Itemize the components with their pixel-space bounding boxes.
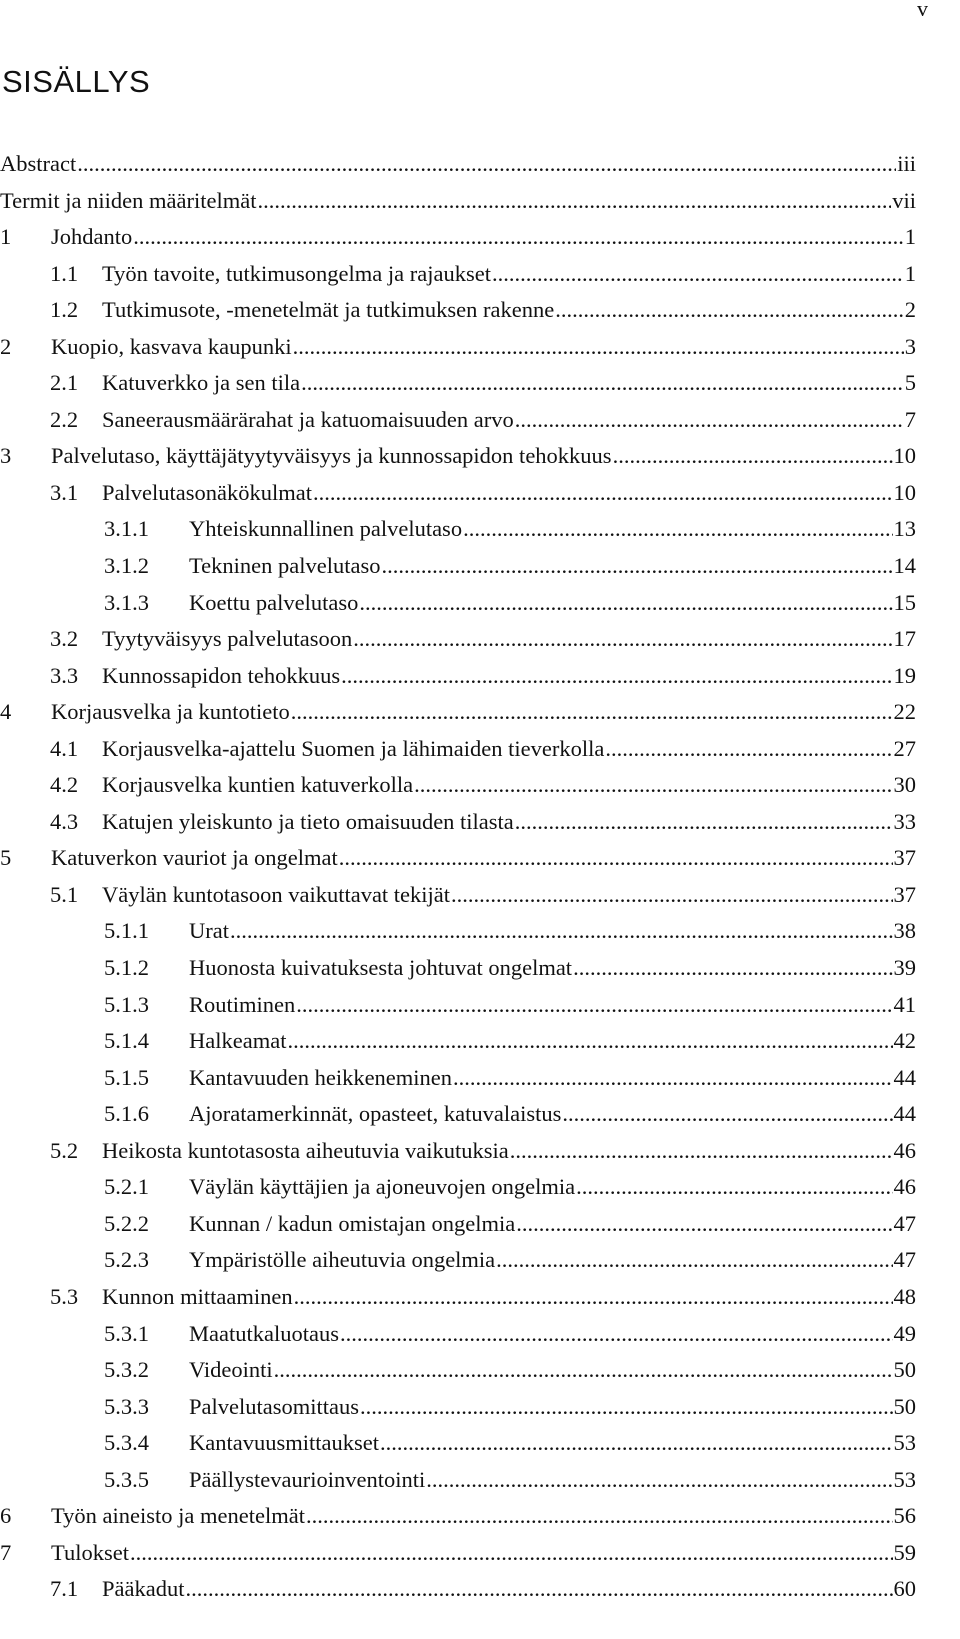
toc-entry-number: 5.2.2	[104, 1210, 149, 1236]
toc-entry-title: Termit ja niiden määritelmät	[0, 187, 257, 213]
toc-entry-number: 5.3.5	[104, 1466, 149, 1492]
toc-entry-title: Kantavuusmittaukset	[189, 1430, 379, 1456]
dot-leader	[130, 1535, 893, 1572]
toc-entry-page: 46	[893, 1174, 916, 1200]
toc-entry-number: 5.1.2	[104, 955, 149, 981]
dot-leader	[353, 621, 892, 658]
dot-leader	[301, 365, 904, 402]
dot-leader	[382, 548, 893, 585]
toc-entry[interactable]	[0, 1462, 916, 1499]
toc-entry-title: Palvelutasomittaus	[189, 1393, 359, 1419]
toc-entry[interactable]	[0, 950, 916, 987]
toc-entry-title: Kantavuuden heikkeneminen	[189, 1064, 453, 1090]
toc-entry[interactable]	[0, 987, 916, 1024]
dot-leader	[453, 1060, 892, 1097]
toc-entry-title: Tulokset	[51, 1539, 129, 1565]
toc-entry-title: Urat	[189, 918, 229, 944]
toc-entry[interactable]	[0, 402, 916, 439]
toc-entry-page: 59	[893, 1539, 916, 1565]
toc-entry[interactable]	[0, 1206, 916, 1243]
toc-entry[interactable]	[0, 219, 916, 256]
toc-entry[interactable]	[0, 658, 916, 695]
toc-entry-page: 14	[893, 553, 916, 579]
dot-leader	[451, 877, 892, 914]
dot-leader	[230, 913, 893, 950]
toc-entry-title: Kunnon mittaaminen	[102, 1283, 293, 1309]
toc-entry[interactable]	[0, 1316, 916, 1353]
toc-entry[interactable]	[0, 1352, 916, 1389]
toc-entry-page: 53	[893, 1430, 916, 1456]
toc-entry-title: Maatutkaluotaus	[189, 1320, 339, 1346]
toc-entry-title: Tekninen palvelutaso	[189, 553, 381, 579]
toc-entry-number: 4	[0, 699, 12, 725]
toc-entry-title: Yhteiskunnallinen palvelutaso	[189, 516, 463, 542]
toc-entry-title: Katuverkon vauriot ja ongelmat	[51, 845, 338, 871]
toc-entry-page: 60	[893, 1576, 916, 1602]
toc-entry-title: Routiminen	[189, 991, 296, 1017]
toc-entry-title: Johdanto	[51, 224, 133, 250]
dot-leader	[576, 1169, 892, 1206]
toc-entry-number: 5.3.2	[104, 1357, 149, 1383]
toc-entry-page: 38	[893, 918, 916, 944]
toc-entry[interactable]	[0, 329, 916, 366]
toc-entry-number: 5.1	[50, 881, 79, 907]
toc-entry-title: Heikosta kuntotasosta aiheutuvia vaikutuksia	[102, 1137, 509, 1163]
toc-entry-title: Huonosta kuivatuksesta johtuvat ongelmat	[189, 955, 573, 981]
table-of-contents	[0, 146, 916, 1608]
toc-entry-number: 1.2	[50, 297, 79, 323]
toc-heading: SISÄLLYS	[2, 64, 151, 99]
toc-entry-title: Päällystevaurioinventointi	[189, 1466, 426, 1492]
toc-entry-title: Katuverkko ja sen tila	[102, 370, 301, 396]
toc-entry-title: Palvelutaso, käyttäjätyytyväisyys ja kunnossapidon tehokkuus	[51, 443, 612, 469]
toc-entry-title: Tutkimusote, -menetelmät ja tutkimuksen rakenne	[102, 297, 555, 323]
toc-entry[interactable]	[0, 1242, 916, 1279]
toc-entry-page: 1	[904, 260, 916, 286]
dot-leader	[306, 1498, 893, 1535]
toc-entry-page: 15	[893, 589, 916, 615]
toc-entry-number: 3.3	[50, 662, 79, 688]
dot-leader	[294, 1279, 893, 1316]
toc-entry-page: iii	[897, 151, 916, 176]
dot-leader	[496, 1242, 892, 1279]
toc-entry-number: 7	[0, 1539, 12, 1565]
toc-entry-page: 19	[893, 662, 916, 688]
dot-leader	[293, 329, 904, 366]
toc-entry-number: 3.1.3	[104, 589, 149, 615]
toc-entry-number: 5.3.3	[104, 1393, 149, 1419]
toc-entry-number: 4.3	[50, 808, 79, 834]
toc-entry-page: 47	[893, 1210, 916, 1236]
toc-entry[interactable]	[0, 840, 916, 877]
toc-entry-number: 5.1.4	[104, 1028, 149, 1054]
toc-entry-page: 50	[893, 1357, 916, 1383]
toc-entry[interactable]	[0, 1169, 916, 1206]
toc-entry-title: Katujen yleiskunto ja tieto omaisuuden tilasta	[102, 808, 514, 834]
toc-entry-title: Halkeamat	[189, 1028, 287, 1054]
toc-entry[interactable]	[0, 475, 916, 512]
toc-entry-number: 5.1.5	[104, 1064, 149, 1090]
toc-entry-number: 3	[0, 443, 12, 469]
toc-entry-page: 53	[893, 1466, 916, 1492]
toc-entry-title: Palvelutasonäkökulmat	[102, 479, 312, 505]
dot-leader	[77, 146, 896, 183]
toc-entry-page: 22	[893, 699, 916, 725]
toc-entry-number: 4.1	[50, 735, 79, 761]
toc-entry-number: 5.1.1	[104, 918, 149, 944]
toc-entry-title: Kunnossapidon tehokkuus	[102, 662, 341, 688]
toc-entry[interactable]	[0, 913, 916, 950]
toc-entry[interactable]	[0, 1279, 916, 1316]
toc-entry-title: Väylän käyttäjien ja ajoneuvojen ongelmia	[189, 1174, 576, 1200]
toc-entry-number: 5.1.3	[104, 991, 149, 1017]
toc-entry-page: 48	[893, 1283, 916, 1309]
dot-leader	[360, 1389, 893, 1426]
toc-entry[interactable]	[0, 1498, 916, 1535]
toc-entry[interactable]	[0, 767, 916, 804]
page-number: v	[917, 0, 928, 21]
toc-entry-page: 13	[893, 516, 916, 542]
toc-entry-title: Työn tavoite, tutkimusongelma ja rajaukset	[102, 260, 491, 286]
toc-entry-page: 1	[904, 224, 916, 250]
dot-leader	[515, 402, 904, 439]
toc-entry[interactable]	[0, 1389, 916, 1426]
dot-leader	[573, 950, 892, 987]
dot-leader	[340, 1316, 893, 1353]
toc-entry[interactable]	[0, 511, 916, 548]
toc-entry-number: 5.3.1	[104, 1320, 149, 1346]
toc-entry-page: 17	[893, 626, 916, 652]
dot-leader	[257, 183, 891, 220]
toc-entry-number: 3.1.1	[104, 516, 149, 542]
toc-entry-page: 50	[893, 1393, 916, 1419]
toc-entry[interactable]	[0, 292, 916, 329]
toc-entry-page: 47	[893, 1247, 916, 1273]
dot-leader	[339, 840, 893, 877]
toc-entry-number: 6	[0, 1503, 12, 1529]
dot-leader	[313, 475, 893, 512]
toc-entry-page: 44	[893, 1064, 916, 1090]
toc-entry[interactable]	[0, 1425, 916, 1462]
dot-leader	[414, 767, 892, 804]
dot-leader	[605, 731, 892, 768]
toc-entry-number: 5.2.3	[104, 1247, 149, 1273]
toc-entry-page: 7	[904, 406, 916, 432]
toc-entry-page: 3	[904, 333, 916, 359]
dot-leader	[562, 1096, 892, 1133]
toc-entry-title: Pääkadut	[102, 1576, 185, 1602]
toc-entry-number: 3.1.2	[104, 553, 149, 579]
dot-leader	[516, 1206, 892, 1243]
dot-leader	[515, 804, 893, 841]
toc-entry-title: Videointi	[189, 1357, 273, 1383]
toc-entry-number: 2	[0, 333, 12, 359]
toc-entry-page: 39	[893, 955, 916, 981]
toc-entry-title: Abstract	[0, 151, 77, 176]
dot-leader	[613, 438, 893, 475]
toc-entry-title: Väylän kuntotasoon vaikuttavat tekijät	[102, 881, 451, 907]
toc-entry-title: Kuopio, kasvava kaupunki	[51, 333, 292, 359]
toc-entry-title: Tyytyväisyys palvelutasoon	[102, 626, 353, 652]
toc-entry-number: 4.2	[50, 772, 79, 798]
toc-entry-number: 5.3	[50, 1283, 79, 1309]
toc-entry[interactable]	[0, 877, 916, 914]
toc-entry-page: 56	[893, 1503, 916, 1529]
toc-entry-page: 46	[893, 1137, 916, 1163]
toc-entry-number: 5.2	[50, 1137, 79, 1163]
toc-entry-page: 42	[893, 1028, 916, 1054]
toc-entry[interactable]	[0, 621, 916, 658]
dot-leader	[291, 694, 893, 731]
toc-entry[interactable]	[0, 1096, 916, 1133]
toc-entry-number: 5.2.1	[104, 1174, 149, 1200]
toc-entry-number: 7.1	[50, 1576, 79, 1602]
toc-entry-page: 5	[904, 370, 916, 396]
toc-entry-title: Työn aineisto ja menetelmät	[51, 1503, 305, 1529]
toc-entry-title: Korjausvelka ja kuntotieto	[51, 699, 290, 725]
toc-entry[interactable]	[0, 548, 916, 585]
toc-entry-number: 1	[0, 224, 12, 250]
toc-entry-page: 30	[893, 772, 916, 798]
toc-entry-title: Ympäristölle aiheutuvia ongelmia	[189, 1247, 496, 1273]
dot-leader	[463, 511, 892, 548]
dot-leader	[133, 219, 904, 256]
toc-entry[interactable]	[0, 146, 916, 183]
toc-entry-page: 37	[893, 881, 916, 907]
dot-leader	[555, 292, 904, 329]
toc-entry-page: 2	[904, 297, 916, 323]
toc-entry[interactable]	[0, 694, 916, 731]
toc-entry-number: 5.3.4	[104, 1430, 149, 1456]
dot-leader	[296, 987, 892, 1024]
toc-entry-title: Korjausvelka-ajattelu Suomen ja lähimaiden tieverkolla	[102, 735, 605, 761]
toc-entry-number: 3.1	[50, 479, 79, 505]
dot-leader	[274, 1352, 893, 1389]
toc-entry-page: 49	[893, 1320, 916, 1346]
dot-leader	[287, 1023, 892, 1060]
dot-leader	[185, 1571, 892, 1608]
dot-leader	[359, 585, 892, 622]
toc-entry-page: 33	[893, 808, 916, 834]
dot-leader	[510, 1133, 893, 1170]
toc-entry[interactable]	[0, 1571, 916, 1608]
toc-entry-title: Koettu palvelutaso	[189, 589, 359, 615]
toc-entry[interactable]	[0, 1060, 916, 1097]
toc-entry-page: vii	[892, 187, 916, 213]
toc-entry[interactable]	[0, 1133, 916, 1170]
toc-entry[interactable]	[0, 731, 916, 768]
toc-entry-number: 2.1	[50, 370, 79, 396]
toc-entry-page: 37	[893, 845, 916, 871]
toc-entry-number: 1.1	[50, 260, 79, 286]
toc-entry[interactable]	[0, 438, 916, 475]
toc-entry-number: 5	[0, 845, 12, 871]
toc-entry[interactable]	[0, 183, 916, 220]
toc-entry-title: Korjausvelka kuntien katuverkolla	[102, 772, 414, 798]
toc-entry[interactable]	[0, 1023, 916, 1060]
toc-entry-number: 3.2	[50, 626, 79, 652]
toc-entry-number: 5.1.6	[104, 1101, 149, 1127]
toc-entry[interactable]	[0, 365, 916, 402]
toc-entry[interactable]	[0, 804, 916, 841]
toc-entry[interactable]	[0, 585, 916, 622]
toc-entry-title: Saneerausmäärärahat ja katuomaisuuden arvo	[102, 406, 514, 432]
toc-entry[interactable]	[0, 1535, 916, 1572]
toc-entry-page: 10	[893, 443, 916, 469]
dot-leader	[380, 1425, 893, 1462]
toc-entry-title: Ajoratamerkinnät, opasteet, katuvalaistus	[189, 1101, 562, 1127]
dot-leader	[341, 658, 892, 695]
toc-entry-number: 2.2	[50, 406, 79, 432]
toc-entry[interactable]	[0, 256, 916, 293]
toc-entry-page: 10	[893, 479, 916, 505]
toc-entry-page: 27	[893, 735, 916, 761]
toc-entry-page: 44	[893, 1101, 916, 1127]
toc-entry-page: 41	[893, 991, 916, 1017]
dot-leader	[492, 256, 904, 293]
dot-leader	[426, 1462, 892, 1499]
toc-entry-title: Kunnan / kadun omistajan ongelmia	[189, 1210, 516, 1236]
